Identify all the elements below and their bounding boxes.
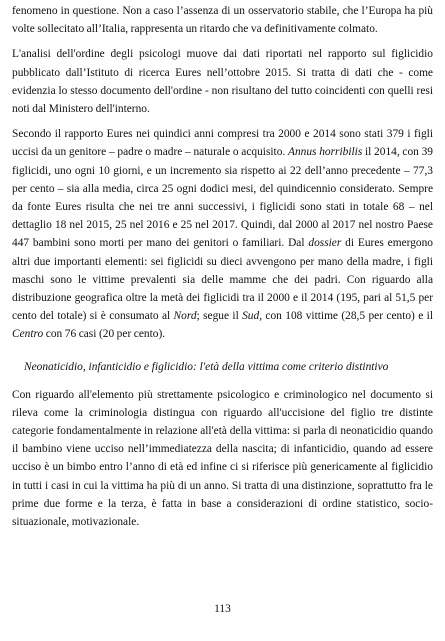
- text-run: , con 108 vittime (28,5 per cento) e il: [259, 310, 433, 323]
- text-run: il 2014, con 39 figlicidi, uno ogni 10 giorni, e un incremento sia rispetto ai 22 dell’anno precedente – 77,3 per cento – sia alla media, circa 25 ogni dodici mesi, del quindicennio considerato. Sempre da fonte Eures risulta che nei tre anni successivi, i figlicidi sono stati in totale 68 – nel dettaglio 18 nel 2015, 25 nel 2016 e 25 nel 2017. Quindi, dal 2000 al 2017 nel nostro Paese 447 bambini sono morti per mano dei genitori o familiari. Dal: [12, 146, 433, 250]
- paragraph-1: [12, 2, 433, 38]
- text-run: Secondo il rapporto Eures nei quindici anni compresi tra 2000 e 2014 sono stati 379 i figli uccisi da un genitore – padre o madre – naturale o acquisito.: [12, 128, 433, 159]
- document-page: [12, 0, 433, 641]
- text-run: L'analisi dell'ordine degli psicologi muove dai dati riportati nel rapporto sul figlicidio pubblicato dall’Istituto di ricerca Eures nell’ottobre 2015. Si tratta di dati che - come evidenzia lo stesso documento dell'ordine - non risultano del tutto coincidenti con quelli resi noti dal Ministero dell'interno.: [12, 48, 433, 116]
- text-run: con 76 casi (20 per cento).: [43, 328, 166, 341]
- italic-term: Centro: [12, 328, 44, 341]
- text-run: fenomeno in questione. Non a caso l’assenza di un osservatorio stabile, che l’Europa ha più volte sollecitato all’Italia, rappresenta un ritardo che va definitivamente colmato.: [12, 5, 433, 36]
- page-number: 113: [214, 603, 231, 615]
- italic-term: Nord: [173, 310, 197, 323]
- section-heading: Neonaticidio, infanticidio e figlicidio: l'età della vittima come criterio distintivo: [24, 360, 389, 373]
- text-run: di Eures emergono altri due importanti elementi: sei figlicidi su dieci avvengono per mano della madre, i figli maschi sono le vittime prevalenti sia delle mamme che dei padri. Con riguardo alla distribuzione geografica oltre la metà dei figlicidi tra il 2000 e il 2014 (195, pari al 51,5 per cento del totale) si è consumato al: [12, 237, 434, 323]
- body-paragraphs: [12, 2, 433, 344]
- paragraph-3: [12, 125, 433, 343]
- italic-term: Annus horribilis: [288, 146, 363, 159]
- text-run: ; segue il: [196, 310, 243, 323]
- paragraph-2: [12, 45, 433, 118]
- italic-term: Sud: [242, 310, 260, 323]
- paragraph-4: Con riguardo all'elemento più strettamente psicologico e criminologico nel documento si rileva come la criminologia distingua con riguardo all'uccisione del figlio tre distinte categorie fondamentalmente in relazione all'età della vittima: si parla di neonaticidio quando il bambino viene ucciso nell’immediatezza della nascita; di infanticidio, quando ad essere ucciso è un bimbo entro l’anno di età ed infine ci si riferisce più genericamente al figlicidio in tutti i casi in cui la vittima ha più di un anno. Si tratta di una distinzione, soprattutto fra le prime due forme e la terza, è fatta in base a considerazioni di ordine statistico, socio-situazionale, motivazionale.: [12, 388, 433, 529]
- italic-term: dossier: [308, 237, 342, 250]
